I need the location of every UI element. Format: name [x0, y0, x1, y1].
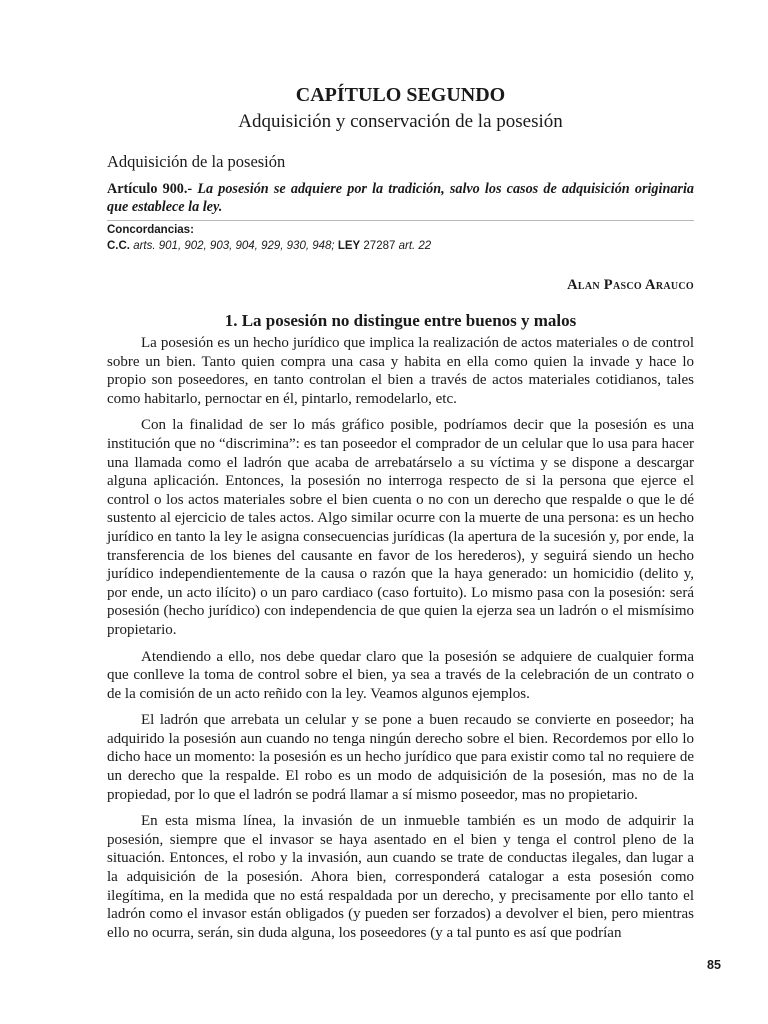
- page-content: [107, 82, 694, 942]
- concordancias-title: Concordancias:: [107, 224, 194, 236]
- paragraph: La posesión es un hecho jurídico que implica la realización de actos materiales o de control sobre un bien. Tanto quien compra una casa y habita en ella como quien la invade y hace lo propio son poseedores, en tanto controlan el bien a través de actos materiales cotidianos, tales como habitarlo, pernoctar en él, pintarlo, remodelarlo, etc.: [107, 335, 694, 407]
- paragraph: Atendiendo a ello, nos debe quedar claro que la posesión se adquiere de cualquier forma que conlleve la toma de control sobre el bien, ya sea a través de la celebración de un contrato o de la comisión de un acto reñido con la ley. Veamos algunos ejemplos.: [107, 648, 694, 702]
- chapter-title: CAPÍTULO SEGUNDO: [295, 84, 506, 106]
- chapter-subtitle: Adquisición y conservación de la posesión: [238, 111, 563, 132]
- body-text: [107, 334, 694, 942]
- ley-art: art. 22: [398, 240, 432, 252]
- author-name: Alan Pasco Arauco: [567, 277, 694, 293]
- concordancias-refs: [107, 238, 694, 254]
- paragraph: En esta misma línea, la invasión de un inmueble también es un modo de adquirir la posesión, siempre que el invasor se haya asentado en el bien y tenga el control pleno de la situación. Entonces, el robo y la invasión, aun cuando se trate de conductas ilegales, dan lugar a la adquisición de la posesión. Ahora bien, corresponderá catalogar a esta posesión como ilegítima, en la medida que no está respaldada por un derecho, y precisamente por ello tanto el ladrón como el invasor están obligados (y pueden ser forzados) a devolver el bien, pero mientras ello no ocurra, serán, sin duda alguna, los poseedores (y a tal punto es así que podrían: [107, 813, 694, 941]
- divider-rule: [107, 220, 694, 221]
- paragraph: Con la finalidad de ser lo más gráfico posible, podríamos decir que la posesión es una institución que no “discrimina”: es tan poseedor el comprador de un celular que lo usa para hacer una llamada como el ladrón que acaba de arrebatárselo a su víctima y se dispone a descargar alguna aplicación. Entonces, la posesión no interroga respecto de si la persona que ejerce el control o los actos materiales sobre el bien cuenta o no con un derecho que respalde o que le dé sustento al ejercicio de tales actos. Algo similar ocurre con la muerte de una persona: es un hecho jurídico en tanto la ley le asigna consecuencias jurídicas (la apertura de la sucesión y, por ende, la transferencia de los bienes del causante en favor de los herederos), y seguirá siendo un hecho jurídico independientemente de la causa o razón que la haya generado: un homicidio (delito y, por ende, un acto ilícito) o un paro cardiaco (caso fortuito). Lo mismo pasa con la posesión: será posesión (hecho jurídico) con independencia de que quien la ejerza sea un ladrón o el mismísimo propietario.: [107, 417, 694, 638]
- ley-label: LEY: [337, 240, 361, 252]
- page-number: 85: [707, 958, 721, 972]
- section-heading: Adquisición de la posesión: [107, 152, 286, 171]
- cc-label: C.C.: [107, 240, 130, 252]
- article-text: La posesión se adquiere por la tradición, salvo los casos de adquisición originaria que establece la ley.: [107, 181, 694, 215]
- section-title: 1. La posesión no distingue entre buenos y malos: [224, 311, 577, 330]
- paragraph: El ladrón que arrebata un celular y se pone a buen recaudo se convierte en poseedor; ha adquirido la posesión aun cuando no tenga ningún derecho sobre el bien. Recordemos por ello lo dicho hace un momento: la posesión es un hecho jurídico que para existir como tal no requiere de un derecho que la respalde. El robo es un modo de adquisición de la posesión, mas no de la propiedad, por lo que el ladrón se podrá llamar a sí mismo poseedor, mas no propietario.: [107, 712, 694, 803]
- concordancias-block: [107, 222, 694, 254]
- ley-number: 27287: [363, 240, 396, 252]
- article-900: [107, 180, 694, 216]
- article-label: Artículo 900.-: [107, 181, 193, 197]
- cc-arts: arts. 901, 902, 903, 904, 929, 930, 948;: [133, 240, 335, 252]
